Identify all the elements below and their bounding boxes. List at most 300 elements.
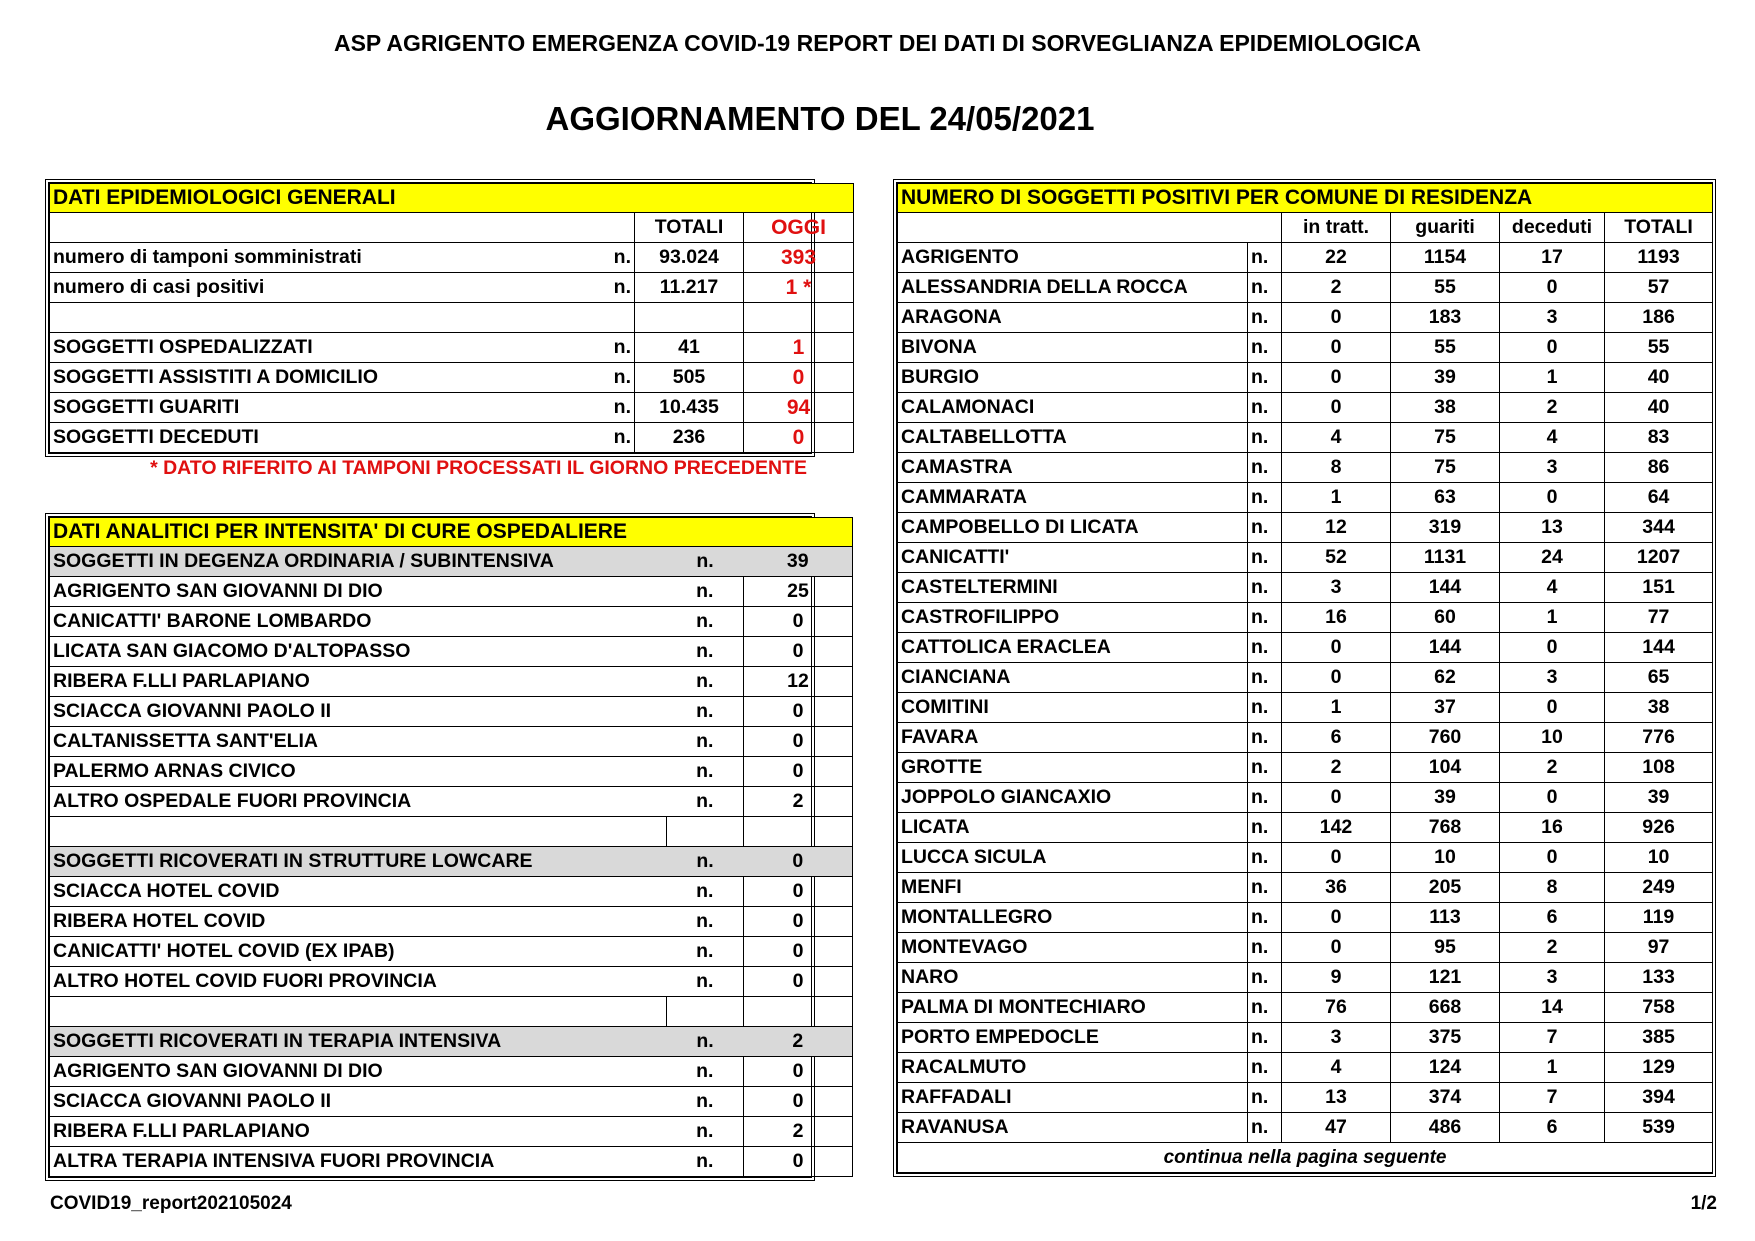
totali-value: 119 <box>1605 903 1713 933</box>
row-unit: n. <box>1248 273 1282 303</box>
totali-value: 83 <box>1605 423 1713 453</box>
group-label: SOGGETTI RICOVERATI IN TERAPIA INTENSIVA <box>50 1027 667 1057</box>
in-tratt-value: 47 <box>1282 1113 1391 1143</box>
guariti-value: 374 <box>1391 1083 1500 1113</box>
row-totali: 10.435 <box>635 393 744 423</box>
municipality-name: FAVARA <box>898 723 1248 753</box>
row-unit: n. <box>1248 753 1282 783</box>
guariti-value: 760 <box>1391 723 1500 753</box>
in-tratt-value: 0 <box>1282 783 1391 813</box>
table-row <box>50 243 854 273</box>
totali-value: 129 <box>1605 1053 1713 1083</box>
municipality-name: GROTTE <box>898 753 1248 783</box>
group-label: SOGGETTI IN DEGENZA ORDINARIA / SUBINTENSIVA <box>50 547 667 577</box>
municipality-row <box>898 903 1713 933</box>
totali-value: 38 <box>1605 693 1713 723</box>
totali-value: 65 <box>1605 663 1713 693</box>
row-label: CANICATTI' HOTEL COVID (EX IPAB) <box>50 937 667 967</box>
row-label: RIBERA F.LLI PARLAPIANO <box>50 667 667 697</box>
guariti-value: 104 <box>1391 753 1500 783</box>
municipality-name: CAMPOBELLO DI LICATA <box>898 513 1248 543</box>
general-data-panel <box>45 179 826 457</box>
guariti-value: 121 <box>1391 963 1500 993</box>
municipality-row <box>898 723 1713 753</box>
totali-value: 151 <box>1605 573 1713 603</box>
municipality-name: LUCCA SICULA <box>898 843 1248 873</box>
row-unit: n. <box>1248 933 1282 963</box>
row-unit: n. <box>667 607 744 637</box>
row-unit: n. <box>1248 303 1282 333</box>
deceduti-value: 7 <box>1500 1083 1605 1113</box>
row-value: 0 <box>744 1087 853 1117</box>
totali-value: 539 <box>1605 1113 1713 1143</box>
report-header: ASP AGRIGENTO EMERGENZA COVID-19 REPORT DEI DATI DI SORVEGLIANZA EPIDEMIOLOGICA <box>333 30 1422 56</box>
municipality-row <box>898 303 1713 333</box>
deceduti-value: 1 <box>1500 1053 1605 1083</box>
deceduti-value: 0 <box>1500 843 1605 873</box>
footnote: * DATO RIFERITO AI TAMPONI PROCESSATI IL GIORNO PRECEDENTE <box>150 457 807 479</box>
deceduti-value: 3 <box>1500 663 1605 693</box>
row-value: 2 <box>744 787 853 817</box>
table-row <box>50 637 853 667</box>
row-unit: n. <box>1248 813 1282 843</box>
row-label: CANICATTI' BARONE LOMBARDO <box>50 607 667 637</box>
municipality-row <box>898 513 1713 543</box>
totali-value: 86 <box>1605 453 1713 483</box>
in-tratt-value: 0 <box>1282 843 1391 873</box>
row-label: numero di tamponi somministrati <box>50 243 590 273</box>
table-row <box>50 967 853 997</box>
municipality-row <box>898 753 1713 783</box>
row-oggi: 393 <box>744 243 854 273</box>
guariti-value: 55 <box>1391 333 1500 363</box>
analytic-data-title: DATI ANALITICI PER INTENSITA' DI CURE OSPEDALIERE <box>50 518 853 547</box>
row-unit: n. <box>1248 963 1282 993</box>
group-header-row <box>50 847 853 877</box>
row-value: 12 <box>744 667 853 697</box>
totali-value: 926 <box>1605 813 1713 843</box>
deceduti-value: 14 <box>1500 993 1605 1023</box>
municipality-row <box>898 1053 1713 1083</box>
deceduti-value: 0 <box>1500 633 1605 663</box>
deceduti-value: 1 <box>1500 603 1605 633</box>
row-unit: n. <box>1248 1053 1282 1083</box>
municipality-row <box>898 783 1713 813</box>
municipal-data-panel <box>893 179 1716 1177</box>
row-unit: n. <box>1248 723 1282 753</box>
row-unit: n. <box>1248 693 1282 723</box>
deceduti-value: 3 <box>1500 303 1605 333</box>
municipal-rows <box>898 243 1713 1143</box>
row-unit: n. <box>1248 483 1282 513</box>
row-label: SOGGETTI OSPEDALIZZATI <box>50 333 590 363</box>
analytic-data-table <box>49 517 853 1177</box>
in-tratt-value: 6 <box>1282 723 1391 753</box>
in-tratt-value: 2 <box>1282 273 1391 303</box>
municipality-name: LICATA <box>898 813 1248 843</box>
in-tratt-value: 76 <box>1282 993 1391 1023</box>
municipality-name: RAFFADALI <box>898 1083 1248 1113</box>
in-tratt-value: 9 <box>1282 963 1391 993</box>
row-oggi: 0 <box>744 363 854 393</box>
municipality-name: COMITINI <box>898 693 1248 723</box>
totali-value: 385 <box>1605 1023 1713 1053</box>
guariti-value: 62 <box>1391 663 1500 693</box>
in-tratt-value: 22 <box>1282 243 1391 273</box>
report-filename: COVID19_report202105024 <box>50 1193 292 1214</box>
row-label: ALTRA TERAPIA INTENSIVA FUORI PROVINCIA <box>50 1147 667 1177</box>
row-label: ALTRO HOTEL COVID FUORI PROVINCIA <box>50 967 667 997</box>
row-label: SOGGETTI DECEDUTI <box>50 423 590 453</box>
municipality-name: CAMMARATA <box>898 483 1248 513</box>
guariti-value: 486 <box>1391 1113 1500 1143</box>
table-row <box>50 607 853 637</box>
municipality-row <box>898 333 1713 363</box>
row-value: 0 <box>744 607 853 637</box>
municipality-name: MENFI <box>898 873 1248 903</box>
row-unit: n. <box>1248 783 1282 813</box>
deceduti-value: 6 <box>1500 903 1605 933</box>
row-totali: 11.217 <box>635 273 744 303</box>
guariti-value: 39 <box>1391 783 1500 813</box>
totali-value: 40 <box>1605 363 1713 393</box>
municipal-data-table <box>897 183 1713 1173</box>
table-row <box>50 1117 853 1147</box>
municipality-row <box>898 693 1713 723</box>
row-unit: n. <box>667 877 744 907</box>
guariti-value: 205 <box>1391 873 1500 903</box>
deceduti-value: 8 <box>1500 873 1605 903</box>
totali-value: 97 <box>1605 933 1713 963</box>
totali-value: 108 <box>1605 753 1713 783</box>
guariti-value: 144 <box>1391 633 1500 663</box>
guariti-value: 55 <box>1391 273 1500 303</box>
deceduti-value: 0 <box>1500 273 1605 303</box>
totali-value: 186 <box>1605 303 1713 333</box>
row-unit: n. <box>667 967 744 997</box>
row-unit: n. <box>667 727 744 757</box>
totali-value: 758 <box>1605 993 1713 1023</box>
table-row <box>50 907 853 937</box>
row-label: SCIACCA GIOVANNI PAOLO II <box>50 1087 667 1117</box>
row-unit: n. <box>1248 1083 1282 1113</box>
row-unit: n. <box>667 1117 744 1147</box>
deceduti-value: 7 <box>1500 1023 1605 1053</box>
table-row <box>50 757 853 787</box>
row-oggi: 0 <box>744 423 854 453</box>
deceduti-value: 4 <box>1500 423 1605 453</box>
municipality-name: CANICATTI' <box>898 543 1248 573</box>
guariti-value: 668 <box>1391 993 1500 1023</box>
municipality-name: RAVANUSA <box>898 1113 1248 1143</box>
row-unit: n. <box>667 637 744 667</box>
totali-value: 10 <box>1605 843 1713 873</box>
municipality-row <box>898 363 1713 393</box>
row-oggi: 1 <box>744 333 854 363</box>
municipal-data-title: NUMERO DI SOGGETTI POSITIVI PER COMUNE DI RESIDENZA <box>898 184 1713 213</box>
col-oggi-header: OGGI <box>744 213 854 243</box>
row-value: 25 <box>744 577 853 607</box>
totali-value: 55 <box>1605 333 1713 363</box>
deceduti-value: 6 <box>1500 1113 1605 1143</box>
row-unit: n. <box>590 333 635 363</box>
guariti-value: 124 <box>1391 1053 1500 1083</box>
row-value: 2 <box>744 1117 853 1147</box>
deceduti-value: 0 <box>1500 693 1605 723</box>
municipality-name: MONTALLEGRO <box>898 903 1248 933</box>
municipality-name: AGRIGENTO <box>898 243 1248 273</box>
page-number: 1/2 <box>1690 1193 1717 1214</box>
row-unit: n. <box>1248 663 1282 693</box>
municipality-name: ARAGONA <box>898 303 1248 333</box>
analytic-rows <box>50 547 853 1177</box>
spacer-row <box>50 817 853 847</box>
general-rows <box>50 243 854 303</box>
municipality-row <box>898 993 1713 1023</box>
municipality-row <box>898 963 1713 993</box>
analytic-data-panel <box>45 513 815 1181</box>
guariti-value: 113 <box>1391 903 1500 933</box>
municipality-row <box>898 933 1713 963</box>
deceduti-value: 0 <box>1500 483 1605 513</box>
table-row <box>50 1147 853 1177</box>
in-tratt-value: 142 <box>1282 813 1391 843</box>
municipality-row <box>898 273 1713 303</box>
table-row <box>50 1087 853 1117</box>
group-header-row <box>50 547 853 577</box>
row-label: SCIACCA HOTEL COVID <box>50 877 667 907</box>
table-row <box>50 667 853 697</box>
row-label: LICATA SAN GIACOMO D'ALTOPASSO <box>50 637 667 667</box>
row-totali: 93.024 <box>635 243 744 273</box>
row-label: AGRIGENTO SAN GIOVANNI DI DIO <box>50 1057 667 1087</box>
row-unit: n. <box>667 907 744 937</box>
in-tratt-value: 36 <box>1282 873 1391 903</box>
municipality-name: CALTABELLOTTA <box>898 423 1248 453</box>
row-label: SOGGETTI ASSISTITI A DOMICILIO <box>50 363 590 393</box>
municipality-name: RACALMUTO <box>898 1053 1248 1083</box>
guariti-value: 39 <box>1391 363 1500 393</box>
row-value: 0 <box>744 637 853 667</box>
row-label: SCIACCA GIOVANNI PAOLO II <box>50 697 667 727</box>
deceduti-value: 0 <box>1500 333 1605 363</box>
table-row <box>50 273 854 303</box>
row-label: ALTRO OSPEDALE FUORI PROVINCIA <box>50 787 667 817</box>
table-row <box>50 363 854 393</box>
row-unit: n. <box>667 937 744 967</box>
municipality-row <box>898 873 1713 903</box>
in-tratt-value: 1 <box>1282 483 1391 513</box>
deceduti-value: 13 <box>1500 513 1605 543</box>
table-row <box>50 577 853 607</box>
continues-note: continua nella pagina seguente <box>898 1143 1713 1173</box>
row-unit: n. <box>1248 393 1282 423</box>
deceduti-value: 3 <box>1500 453 1605 483</box>
in-tratt-value: 13 <box>1282 1083 1391 1113</box>
deceduti-value: 1 <box>1500 363 1605 393</box>
row-unit: n. <box>667 787 744 817</box>
in-tratt-value: 0 <box>1282 663 1391 693</box>
row-oggi: 94 <box>744 393 854 423</box>
totali-value: 40 <box>1605 393 1713 423</box>
in-tratt-value: 0 <box>1282 303 1391 333</box>
in-tratt-value: 1 <box>1282 693 1391 723</box>
row-unit: n. <box>667 757 744 787</box>
totali-value: 77 <box>1605 603 1713 633</box>
row-unit: n. <box>590 423 635 453</box>
municipality-row <box>898 573 1713 603</box>
table-row <box>50 727 853 757</box>
deceduti-value: 4 <box>1500 573 1605 603</box>
table-row <box>50 423 854 453</box>
row-unit: n. <box>590 243 635 273</box>
in-tratt-value: 12 <box>1282 513 1391 543</box>
in-tratt-value: 3 <box>1282 1023 1391 1053</box>
totali-value: 249 <box>1605 873 1713 903</box>
in-tratt-value: 0 <box>1282 363 1391 393</box>
general-data-title: DATI EPIDEMIOLOGICI GENERALI <box>50 184 854 213</box>
row-value: 0 <box>744 697 853 727</box>
guariti-value: 60 <box>1391 603 1500 633</box>
row-unit: n. <box>1248 423 1282 453</box>
guariti-value: 768 <box>1391 813 1500 843</box>
in-tratt-value: 4 <box>1282 1053 1391 1083</box>
guariti-value: 319 <box>1391 513 1500 543</box>
municipality-name: CASTROFILIPPO <box>898 603 1248 633</box>
municipality-name: MONTEVAGO <box>898 933 1248 963</box>
municipality-name: BURGIO <box>898 363 1248 393</box>
row-label: CALTANISSETTA SANT'ELIA <box>50 727 667 757</box>
totali-value: 39 <box>1605 783 1713 813</box>
col-deceduti-header: deceduti <box>1500 213 1605 243</box>
guariti-value: 1131 <box>1391 543 1500 573</box>
totali-value: 344 <box>1605 513 1713 543</box>
guariti-value: 375 <box>1391 1023 1500 1053</box>
guariti-value: 75 <box>1391 423 1500 453</box>
row-unit: n. <box>1248 453 1282 483</box>
row-oggi: 1 * <box>744 273 854 303</box>
municipality-name: CATTOLICA ERACLEA <box>898 633 1248 663</box>
deceduti-value: 24 <box>1500 543 1605 573</box>
table-row <box>50 393 854 423</box>
group-unit: n. <box>667 847 744 877</box>
municipality-row <box>898 633 1713 663</box>
group-label: SOGGETTI RICOVERATI IN STRUTTURE LOWCARE <box>50 847 667 877</box>
row-unit: n. <box>1248 1113 1282 1143</box>
municipality-row <box>898 813 1713 843</box>
group-value: 0 <box>744 847 853 877</box>
municipality-name: JOPPOLO GIANCAXIO <box>898 783 1248 813</box>
row-label: AGRIGENTO SAN GIOVANNI DI DIO <box>50 577 667 607</box>
totali-value: 57 <box>1605 273 1713 303</box>
in-tratt-value: 0 <box>1282 333 1391 363</box>
guariti-value: 63 <box>1391 483 1500 513</box>
guariti-value: 144 <box>1391 573 1500 603</box>
row-value: 0 <box>744 727 853 757</box>
guariti-value: 75 <box>1391 453 1500 483</box>
guariti-value: 1154 <box>1391 243 1500 273</box>
spacer-row <box>50 997 853 1027</box>
group-value: 2 <box>744 1027 853 1057</box>
municipality-row <box>898 543 1713 573</box>
row-value: 0 <box>744 1057 853 1087</box>
table-row <box>50 1057 853 1087</box>
subject-rows <box>50 333 854 453</box>
municipality-name: CALAMONACI <box>898 393 1248 423</box>
in-tratt-value: 0 <box>1282 933 1391 963</box>
totali-value: 1207 <box>1605 543 1713 573</box>
in-tratt-value: 0 <box>1282 393 1391 423</box>
in-tratt-value: 52 <box>1282 543 1391 573</box>
totali-value: 64 <box>1605 483 1713 513</box>
row-unit: n. <box>1248 633 1282 663</box>
municipality-row <box>898 483 1713 513</box>
row-unit: n. <box>1248 1023 1282 1053</box>
municipality-name: CIANCIANA <box>898 663 1248 693</box>
group-unit: n. <box>667 1027 744 1057</box>
row-unit: n. <box>1248 993 1282 1023</box>
row-label: RIBERA F.LLI PARLAPIANO <box>50 1117 667 1147</box>
municipality-row <box>898 393 1713 423</box>
municipality-name: ALESSANDRIA DELLA ROCCA <box>898 273 1248 303</box>
municipality-row <box>898 453 1713 483</box>
row-value: 0 <box>744 877 853 907</box>
general-data-table <box>49 183 854 453</box>
row-unit: n. <box>1248 513 1282 543</box>
col-totali-header: TOTALI <box>1605 213 1713 243</box>
row-totali: 236 <box>635 423 744 453</box>
group-unit: n. <box>667 547 744 577</box>
municipality-name: NARO <box>898 963 1248 993</box>
table-row <box>50 877 853 907</box>
row-label: SOGGETTI GUARITI <box>50 393 590 423</box>
row-unit: n. <box>590 363 635 393</box>
row-totali: 505 <box>635 363 744 393</box>
guariti-value: 37 <box>1391 693 1500 723</box>
totali-value: 1193 <box>1605 243 1713 273</box>
row-unit: n. <box>1248 603 1282 633</box>
report-date-title: AGGIORNAMENTO DEL 24/05/2021 <box>545 100 1095 137</box>
in-tratt-value: 2 <box>1282 753 1391 783</box>
municipality-row <box>898 243 1713 273</box>
in-tratt-value: 16 <box>1282 603 1391 633</box>
row-unit: n. <box>667 1057 744 1087</box>
totali-value: 133 <box>1605 963 1713 993</box>
guariti-value: 10 <box>1391 843 1500 873</box>
row-unit: n. <box>1248 903 1282 933</box>
totali-value: 394 <box>1605 1083 1713 1113</box>
row-value: 0 <box>744 757 853 787</box>
table-row <box>50 937 853 967</box>
row-unit: n. <box>667 1087 744 1117</box>
row-unit: n. <box>667 577 744 607</box>
row-unit: n. <box>1248 333 1282 363</box>
row-unit: n. <box>1248 843 1282 873</box>
municipality-row <box>898 1083 1713 1113</box>
row-unit: n. <box>667 1147 744 1177</box>
deceduti-value: 2 <box>1500 933 1605 963</box>
row-unit: n. <box>590 393 635 423</box>
deceduti-value: 3 <box>1500 963 1605 993</box>
table-row <box>50 697 853 727</box>
row-unit: n. <box>1248 543 1282 573</box>
deceduti-value: 2 <box>1500 393 1605 423</box>
row-unit: n. <box>1248 363 1282 393</box>
deceduti-value: 2 <box>1500 753 1605 783</box>
row-value: 0 <box>744 1147 853 1177</box>
municipality-name: BIVONA <box>898 333 1248 363</box>
row-unit: n. <box>1248 873 1282 903</box>
